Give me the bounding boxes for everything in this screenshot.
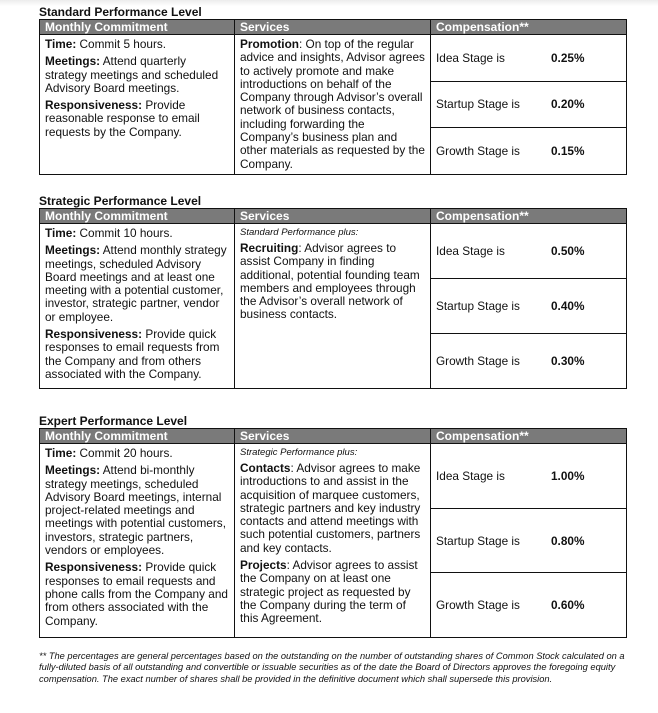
performance-table (39, 208, 627, 389)
meetings-text: Attend bi-monthly strategy meetings, scheduled Advisory Board meetings, internal project-related meetings and meetings with potential customers, investors, strategic partners, vendors or employees. (45, 463, 226, 558)
service-label: Projects (240, 558, 287, 573)
table-row (40, 444, 627, 638)
responsiveness-entry (45, 328, 230, 381)
header-compensation: Compensation** (431, 209, 627, 224)
stage-value: 0.25% (551, 50, 585, 65)
header-services: Services (235, 209, 431, 224)
compensation-startup-stage (431, 278, 626, 333)
compensation-footnote: ** The percentages are general percentages based on the outstanding on the number of outstanding shares of Common Stock calculated on a fully-diluted basis of all outstanding and convertible or issuable securities as of the date the Board of Directors approves the foregoing equity compensation. The exact number of shares shall be provided in the definitive document which shall supersede this provision. (39, 651, 625, 684)
service-label: Recruiting (240, 241, 299, 255)
stage-label: Startup Stage is (436, 533, 520, 548)
header-services: Services (235, 20, 431, 35)
compensation-growth-stage (431, 127, 626, 174)
expert-performance-section (39, 415, 626, 638)
section-title: Standard Performance Level (39, 5, 202, 19)
time-entry (45, 227, 230, 240)
stage-label: Idea Stage is (436, 244, 505, 258)
stage-value: 0.40% (551, 299, 585, 313)
service-label: Promotion (240, 37, 299, 51)
table-row (40, 35, 627, 175)
meetings-label: Meetings: (45, 463, 101, 478)
time-label: Time: (45, 226, 77, 240)
time-label: Time: (45, 37, 77, 51)
stage-label: Growth Stage is (436, 144, 520, 159)
responsiveness-text: Provide reasonable response to email requests by the Company. (45, 98, 200, 139)
compensation-cell (431, 35, 627, 175)
header-compensation: Compensation** (431, 20, 627, 35)
service-label: Contacts (240, 461, 291, 475)
standard-performance-section (39, 6, 626, 175)
time-text: Commit 10 hours. (76, 226, 173, 240)
commitment-cell (40, 224, 235, 389)
compensation-list (431, 35, 626, 174)
responsiveness-text: Provide quick responses to email requests from the Company and from others associated with the Company. (45, 327, 220, 381)
service-text: : Advisor agrees to assist Company in finding additional, potential founding team members and employees through the Advisor’s overall network of business contacts. (240, 241, 420, 322)
header-monthly-commitment: Monthly Commitment (40, 20, 235, 35)
responsiveness-entry (45, 561, 230, 627)
services-intro: Standard Performance plus: (240, 227, 359, 238)
meetings-label: Meetings: (45, 243, 101, 258)
stage-value: 0.80% (551, 533, 585, 548)
table-header-row (40, 20, 627, 35)
service-text: : Advisor agrees to make introductions to and assist in the acquisition of marquee customers, strategic partners and key industry contacts and attend meetings with such potential customers, partners and key contacts. (240, 461, 421, 555)
stage-label: Idea Stage is (436, 468, 505, 483)
service-contacts (240, 462, 426, 555)
stage-value: 0.60% (551, 598, 585, 613)
compensation-cell (431, 224, 627, 389)
stage-value: 1.00% (551, 468, 585, 483)
services-intro: Strategic Performance plus: (240, 447, 358, 458)
compensation-growth-stage (431, 333, 626, 388)
stage-label: Startup Stage is (436, 97, 520, 112)
stage-label: Idea Stage is (436, 50, 505, 65)
stage-label: Startup Stage is (436, 299, 520, 313)
compensation-list (431, 224, 626, 388)
services-cell (235, 35, 431, 175)
header-monthly-commitment: Monthly Commitment (40, 209, 235, 224)
time-label: Time: (45, 446, 77, 460)
time-text: Commit 20 hours. (76, 446, 173, 460)
commitment-cell (40, 35, 235, 175)
meetings-text: Attend monthly strategy meetings, scheduled Advisory Board meetings and at least one meeting with a potential customer, investor, strategic partner, vendor or employee. (45, 243, 227, 324)
table-header-row (40, 429, 627, 444)
compensation-idea-stage (431, 35, 626, 81)
services-cell (235, 444, 431, 638)
compensation-list (431, 444, 626, 637)
compensation-cell (431, 444, 627, 638)
time-entry (45, 38, 230, 51)
service-projects (240, 559, 426, 625)
meetings-text: Attend quarterly strategy meetings and scheduled Advisory Board meetings. (45, 54, 219, 95)
strategic-performance-section (39, 195, 626, 389)
service-text: : On top of the regular advice and insights, Advisor agrees to actively promote and make introductions on behalf of the Company through Advisor’s overall network of business contacts, including forwarding the Company’s business plan and other materials as requested by the Company. (240, 37, 425, 171)
meetings-entry (45, 244, 230, 324)
service-recruiting (240, 242, 426, 322)
time-text: Commit 5 hours. (76, 37, 167, 51)
stage-value: 0.30% (551, 354, 585, 368)
compensation-startup-stage (431, 508, 626, 573)
service-promotion (240, 38, 426, 171)
compensation-idea-stage (431, 224, 626, 278)
meetings-entry (45, 464, 230, 557)
responsiveness-label: Responsiveness: (45, 327, 143, 342)
commitment-cell (40, 444, 235, 638)
compensation-idea-stage (431, 444, 626, 508)
table-header-row (40, 209, 627, 224)
section-title: Expert Performance Level (39, 414, 188, 428)
responsiveness-text: Provide quick responses to email requests and phone calls from the Company and from others associated with the Company. (45, 560, 228, 628)
header-monthly-commitment: Monthly Commitment (40, 429, 235, 444)
header-compensation: Compensation** (431, 429, 627, 444)
time-entry (45, 447, 230, 460)
stage-value: 0.20% (551, 97, 585, 112)
table-row (40, 224, 627, 389)
header-services: Services (235, 429, 431, 444)
compensation-growth-stage (431, 572, 626, 637)
responsiveness-entry (45, 99, 230, 139)
responsiveness-label: Responsiveness: (45, 560, 143, 575)
services-cell (235, 224, 431, 389)
responsiveness-label: Responsiveness: (45, 98, 143, 113)
performance-table (39, 428, 627, 638)
performance-table (39, 19, 627, 175)
stage-label: Growth Stage is (436, 354, 520, 368)
stage-value: 0.50% (551, 244, 585, 258)
stage-label: Growth Stage is (436, 598, 520, 613)
compensation-startup-stage (431, 81, 626, 128)
stage-value: 0.15% (551, 144, 585, 159)
section-title: Strategic Performance Level (39, 194, 202, 208)
service-text: : Advisor agrees to assist the Company on at least one strategic project as requested by the Company during the term of this Agreement. (240, 558, 418, 626)
meetings-entry (45, 55, 230, 95)
meetings-label: Meetings: (45, 54, 101, 69)
